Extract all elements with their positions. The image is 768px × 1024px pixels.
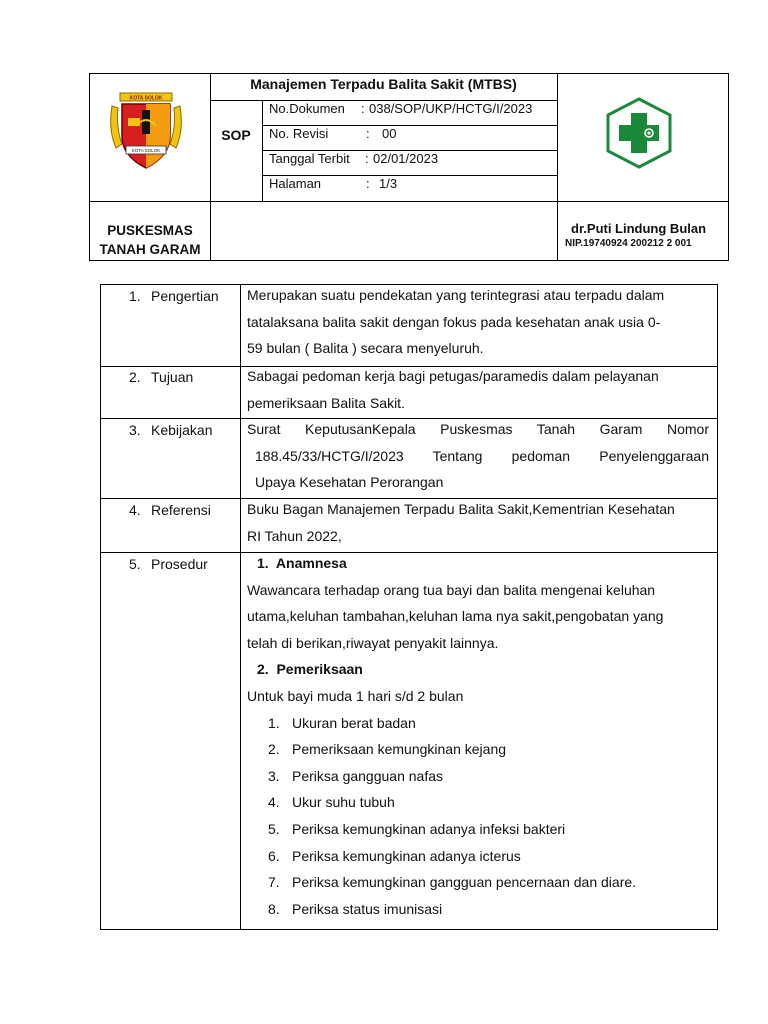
list-text: Ukuran berat badan <box>292 714 416 731</box>
section-number: 1. <box>129 288 141 304</box>
list-text: Periksa gangguan nafas <box>292 767 443 784</box>
section-text-line: 59 bulan ( Balita ) secara menyeluruh. <box>247 340 484 357</box>
section-label: Tujuan <box>151 369 194 385</box>
list-text: Ukur suhu tubuh <box>292 794 395 811</box>
section-text-line: telah di berikan,riwayat penyakit lainnya. <box>247 634 499 651</box>
sop-label: SOP <box>221 127 251 143</box>
exam-list <box>247 710 709 923</box>
section-text-line: tatalaksana balita sakit dengan fokus pada kesehatan anak usia 0- <box>247 313 661 330</box>
puskesmas-logo <box>605 97 673 169</box>
list-item <box>247 816 709 843</box>
regional-government-logo <box>106 90 186 172</box>
section-number: 4. <box>129 502 141 518</box>
meta-row-revision <box>269 126 554 150</box>
list-number: 4. <box>268 794 280 811</box>
section-text-line: utama,keluhan tambahan,keluhan lama nya sakit,pengobatan yang <box>247 608 664 625</box>
meta-label: No. Revisi <box>269 126 329 141</box>
organization-line-1: PUSKESMAS <box>107 223 193 238</box>
list-text: Periksa status imunisasi <box>292 900 443 917</box>
section-text-line: Wawancara terhadap orang tua bayi dan balita mengenai keluhan <box>247 581 656 598</box>
meta-value: 02/01/2023 <box>373 151 439 166</box>
section-text-line: Buku Bagan Manajemen Terpadu Balita Sakit,Kementrian Kesehatan <box>247 501 675 517</box>
list-number: 6. <box>268 847 280 864</box>
logo-banner-text: KOTA SOLOK <box>129 95 163 102</box>
section-text-line: Merupakan suatu pendekatan yang terintegrasi atau terpadu dalam <box>247 287 665 303</box>
subsection-intro: Untuk bayi muda 1 hari s/d 2 bulan <box>247 687 464 704</box>
list-item <box>247 736 709 763</box>
list-item <box>247 763 709 790</box>
section-row-referensi <box>100 498 718 552</box>
list-number: 8. <box>268 900 280 917</box>
subsection-title-pemeriksaan: 2. Pemeriksaan <box>257 661 363 678</box>
meta-label: No.Dokumen <box>269 101 345 116</box>
meta-row-page <box>269 176 554 200</box>
meta-value: 038/SOP/UKP/HCTG/I/2023 <box>369 101 533 116</box>
subsection-title-anamnesa: 1. Anamnesa <box>257 555 347 571</box>
section-row-tujuan <box>100 366 718 418</box>
section-text-line: 188.45/33/HCTG/I/2023 Tentang pedoman Penyelenggaraan <box>255 447 709 464</box>
list-item <box>247 869 709 896</box>
meta-label: Tanggal Terbit <box>269 151 350 166</box>
section-text-line: Sabagai pedoman kerja bagi petugas/paramedis dalam pelayanan <box>247 368 659 384</box>
meta-value: 00 <box>382 126 397 141</box>
meta-separator: : <box>366 176 370 191</box>
list-number: 1. <box>268 714 280 731</box>
list-item <box>247 896 709 923</box>
list-number: 7. <box>268 874 280 891</box>
list-text: Pemeriksaan kemungkinan kejang <box>292 741 507 758</box>
meta-row-document-number <box>269 101 554 125</box>
meta-separator: : <box>366 126 370 141</box>
section-text-line: pemeriksaan Balita Sakit. <box>247 394 405 411</box>
section-label: Referensi <box>151 502 211 518</box>
meta-value: 1/3 <box>379 176 398 191</box>
organization-line-2: TANAH GARAM <box>99 242 201 257</box>
list-text: Periksa kemungkinan adanya icterus <box>292 847 521 864</box>
signer-nip: NIP.19740924 200212 2 001 <box>565 238 692 249</box>
section-label: Pengertian <box>151 288 219 304</box>
logo-ribbon-text: KOTA SOLOK <box>131 148 161 153</box>
meta-separator: : <box>365 151 369 166</box>
section-number: 5. <box>129 556 141 572</box>
list-item <box>247 789 709 816</box>
section-text-line: Surat KeputusanKepala Puskesmas Tanah Garam Nomor <box>247 421 709 437</box>
document-title: Manajemen Terpadu Balita Sakit (MTBS) <box>250 76 517 92</box>
list-text: Periksa kemungkinan gangguan pencernaan dan diare. <box>292 874 637 891</box>
section-number: 2. <box>129 369 141 385</box>
meta-label: Halaman <box>269 176 322 191</box>
list-number: 2. <box>268 741 280 758</box>
section-label: Kebijakan <box>151 422 213 438</box>
section-text-line: RI Tahun 2022, <box>247 527 342 544</box>
section-number: 3. <box>129 422 141 438</box>
list-number: 3. <box>268 767 280 784</box>
section-label: Prosedur <box>151 556 208 572</box>
section-text-line: Upaya Kesehatan Perorangan <box>255 474 444 491</box>
section-row-pengertian <box>100 284 718 366</box>
list-item <box>247 843 709 870</box>
list-item <box>247 710 709 737</box>
meta-separator: : <box>361 101 365 116</box>
section-row-kebijakan <box>100 418 718 498</box>
organization-name <box>90 221 210 259</box>
list-text: Periksa kemungkinan adanya infeksi bakteri <box>292 820 566 837</box>
list-number: 5. <box>268 820 280 837</box>
signer-name: dr.Puti Lindung Bulan <box>571 221 707 236</box>
section-row-prosedur <box>100 552 718 929</box>
meta-row-issue-date <box>269 151 554 175</box>
